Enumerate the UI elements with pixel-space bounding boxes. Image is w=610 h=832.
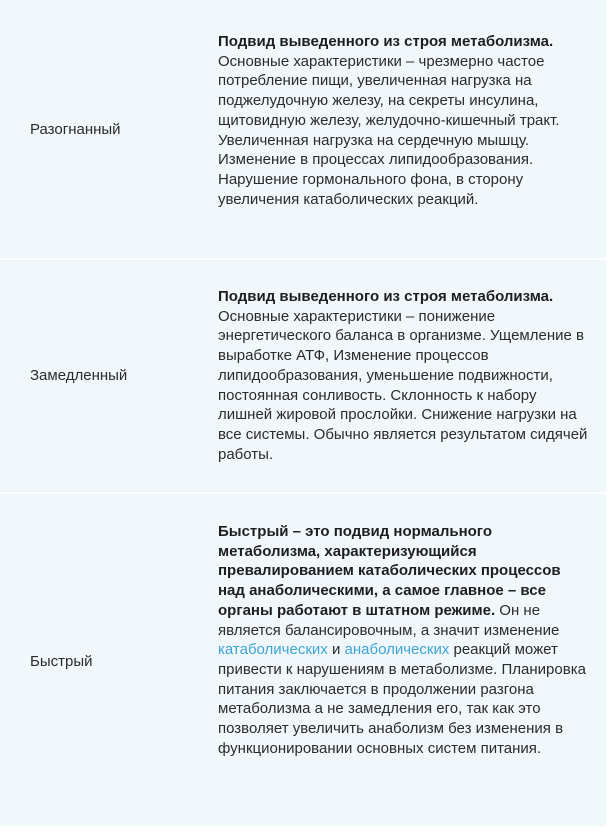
description-text: реакций может привести к нарушениям в метаболизме. Планировка питания заключается в продолжении разгона метаболизма а не замедления его, так как это позволяет увеличить анаболизм без изменения в функционировании основных систем питания. (218, 641, 586, 757)
description-text: и (327, 641, 345, 659)
table-row (0, 0, 606, 258)
table-row (0, 260, 606, 492)
metabolism-type-description (218, 522, 590, 758)
description-text: Он не является балансировочным, а значит изменение (218, 601, 560, 639)
metabolism-type-description (218, 32, 590, 209)
table-row (0, 494, 606, 826)
description-bold-heading: Подвид выведенного из строя метаболизма. (218, 288, 554, 305)
description-text: Основные характеристики – понижение энергетического баланса в организме. Ущемление в выработке АТФ, Изменение процессов липидообразования, уменьшение подвижности, постоянная сонливость. Склонность к набору лишней жировой прослойки. Снижение нагрузки на все системы. Обычно является результатом сидячей работы. (218, 307, 588, 463)
metabolism-type-description (218, 287, 590, 464)
metabolism-type-name: Замедленный (30, 367, 128, 384)
anabolic-link[interactable]: анаболических (344, 641, 450, 659)
description-text: Основные характеристики – чрезмерно частое потребление пищи, увеличенная нагрузка на поджелудочную железу, на секреты инсулина, щитовидную железу, желудочно-кишечный тракт. Увеличенная нагрузка на сердечную мышцу. Изменение в процессах липидообразования. Нарушение гормонального фона, в сторону увеличения катаболических реакций. (218, 52, 560, 208)
catabolic-link[interactable]: катаболических (218, 641, 328, 659)
description-bold-heading: Подвид выведенного из строя метаболизма. (218, 33, 554, 50)
description-bold-heading: Быстрый – это подвид нормального метаболизма, характеризующийся превалированием катаболических процессов над анаболическими, а самое главное – все органы работают в штатном режиме. (218, 523, 561, 619)
metabolism-type-name: Быстрый (30, 653, 93, 670)
metabolism-type-name: Разогнанный (30, 121, 121, 138)
